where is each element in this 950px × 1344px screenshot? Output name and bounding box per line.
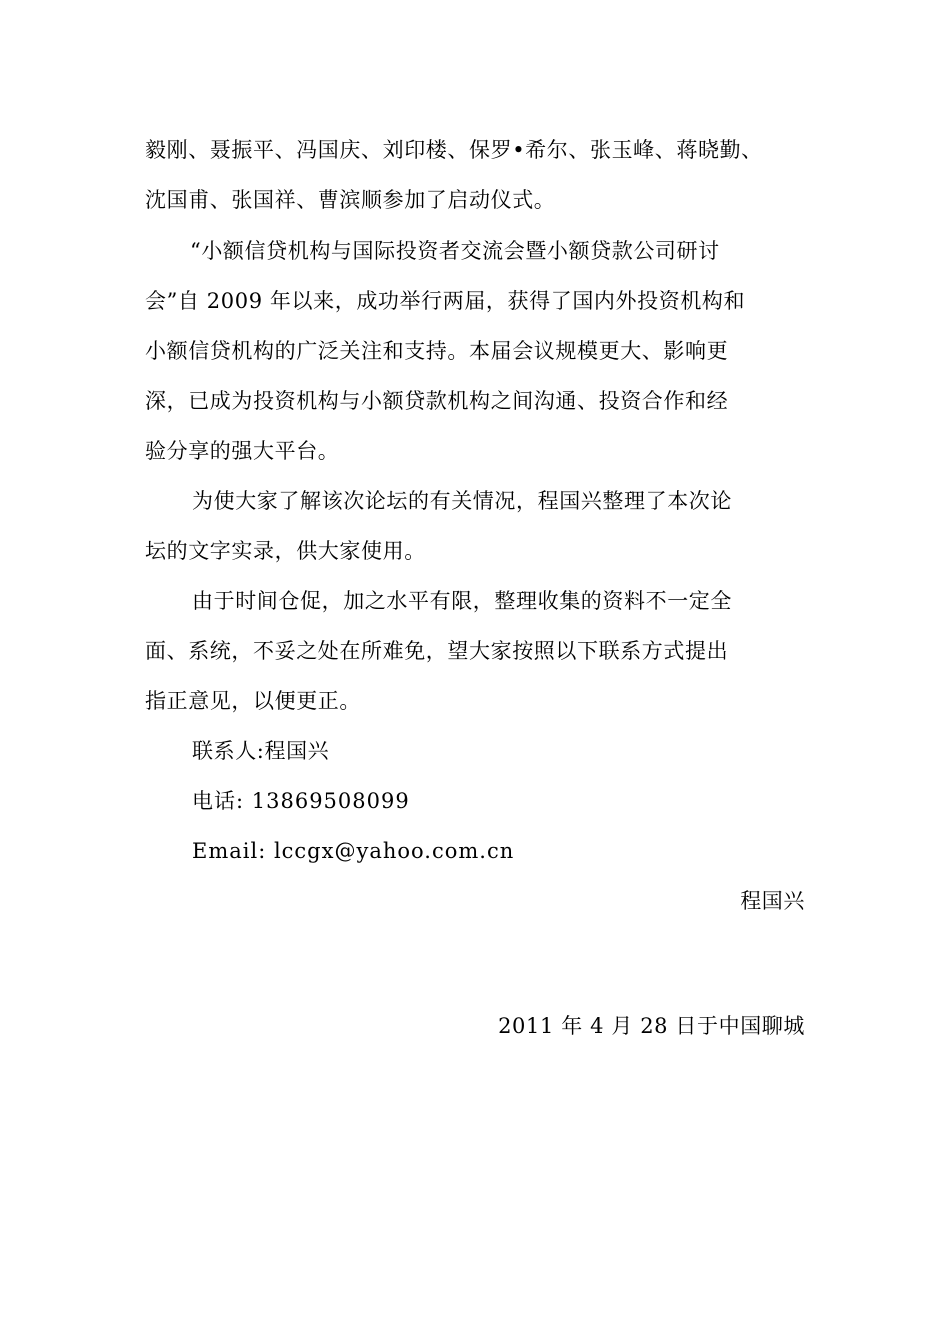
signature: 程国兴 bbox=[740, 889, 805, 913]
paragraph-line: 小额信贷机构的广泛关注和支持。本届会议规模更大、影响更 bbox=[145, 339, 729, 363]
paragraph-line: 会”自 2009 年以来，成功举行两届，获得了国内外投资机构和 bbox=[145, 289, 746, 313]
paragraph-line: 验分享的强大平台。 bbox=[145, 439, 340, 463]
paragraph-line: “小额信贷机构与国际投资者交流会暨小额贷款公司研讨 bbox=[190, 239, 720, 263]
contact-person: 联系人:程国兴 bbox=[192, 739, 330, 763]
paragraph-line: 为使大家了解该次论坛的有关情况，程国兴整理了本次论 bbox=[192, 489, 732, 513]
date-line: 2011 年 4 月 28 日于中国聊城 bbox=[498, 1014, 805, 1038]
paragraph-line: 坛的文字实录，供大家使用。 bbox=[145, 539, 426, 563]
paragraph-line: 毅刚、聂振平、冯国庆、刘印楼、保罗•希尔、张玉峰、蒋晓勤、 bbox=[145, 138, 763, 162]
paragraph-line: 深，已成为投资机构与小额贷款机构之间沟通、投资合作和经 bbox=[145, 389, 729, 413]
paragraph-line: 面、系统，不妥之处在所难免，望大家按照以下联系方式提出 bbox=[145, 639, 729, 663]
paragraph-line: 指正意见，以便更正。 bbox=[145, 689, 361, 713]
contact-phone: 电话: 13869508099 bbox=[192, 789, 410, 813]
contact-email: Email: lccgx@yahoo.com.cn bbox=[192, 839, 515, 863]
paragraph-line: 由于时间仓促，加之水平有限，整理收集的资料不一定全 bbox=[192, 589, 732, 613]
paragraph-line: 沈国甫、张国祥、曹滨顺参加了启动仪式。 bbox=[145, 188, 556, 212]
